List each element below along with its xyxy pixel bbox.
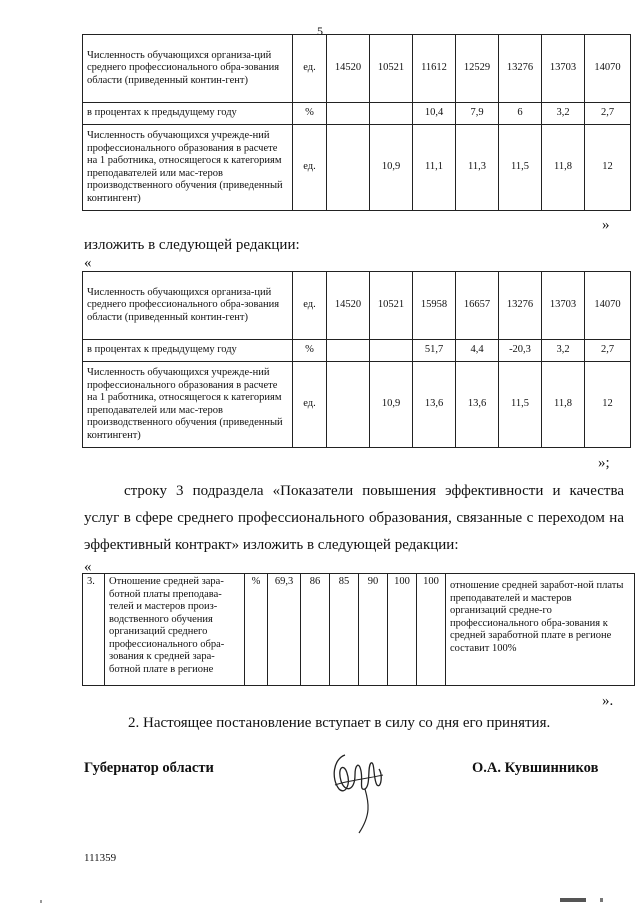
signatory-position: Губернатор области	[84, 760, 214, 776]
intro-text: изложить в следующей редакции:	[84, 237, 300, 253]
value-cell: 11,8	[542, 125, 585, 211]
value-cell: 10,4	[413, 103, 456, 125]
value-cell: 86	[301, 574, 330, 686]
opening-quote: «	[84, 255, 92, 271]
paragraph-amendment: строку 3 подраздела «Показатели повышения эффективности и качества услуг в сфере среднего профессионального образования, связанные с переходом на эффективный контракт» изложить в следующей редакции:	[84, 483, 624, 553]
value-cell: 69,3	[268, 574, 301, 686]
value-cell	[327, 103, 370, 125]
closing-quote: »;	[598, 455, 610, 471]
value-cell: 3,2	[542, 103, 585, 125]
value-cell: 7,9	[456, 103, 499, 125]
value-cell	[370, 103, 413, 125]
value-cell: 13276	[499, 272, 542, 340]
indicators-table-revised	[82, 271, 631, 448]
value-cell	[327, 362, 370, 448]
scan-mark	[600, 898, 603, 902]
value-cell: 10521	[370, 35, 413, 103]
value-cell: 13,6	[456, 362, 499, 448]
value-cell: 12	[585, 125, 631, 211]
indicator-label: Отношение средней зара-ботной платы преподава-телей и мастеров произ-водственного обучения организаций среднего профессионального обра-зования к средней зара-ботной плате в регионе	[105, 574, 245, 686]
value-cell: 11612	[413, 35, 456, 103]
value-cell	[327, 340, 370, 362]
value-cell: 11,8	[542, 362, 585, 448]
value-cell: 12529	[456, 35, 499, 103]
value-cell: 11,3	[456, 125, 499, 211]
value-cell: 11,1	[413, 125, 456, 211]
unit-cell: %	[293, 340, 327, 362]
unit-cell: %	[293, 103, 327, 125]
handwritten-signature	[325, 745, 395, 840]
document-code: 111359	[84, 852, 117, 864]
scan-mark	[40, 900, 42, 903]
value-cell	[327, 125, 370, 211]
row-number: 3.	[83, 574, 105, 686]
indicator-label: Численность обучающихся учрежде-ний профессионального образования в расчете на 1 работника, относящегося к категориям преподавателей или мас-теров производственного обучения (приведенный контингент)	[83, 125, 293, 211]
value-cell: 11,5	[499, 362, 542, 448]
table-row	[83, 272, 631, 340]
value-cell: 3,2	[542, 340, 585, 362]
unit-cell: ед.	[293, 362, 327, 448]
value-cell: 10,9	[370, 125, 413, 211]
value-cell: 90	[359, 574, 388, 686]
table-row	[83, 125, 631, 211]
table-row	[83, 362, 631, 448]
table-row	[83, 103, 631, 125]
value-cell: 4,4	[456, 340, 499, 362]
page-number: 5	[317, 24, 323, 38]
indicators-table-original	[82, 34, 631, 211]
value-cell: 2,7	[585, 340, 631, 362]
value-cell: 14520	[327, 35, 370, 103]
indicator-label: Численность обучающихся учрежде-ний профессионального образования в расчете на 1 работника, относящегося к категориям преподавателей или мас-теров производственного обучения (приведенный контингент)	[83, 362, 293, 448]
value-cell: 14070	[585, 35, 631, 103]
value-cell: 10521	[370, 272, 413, 340]
value-cell: 16657	[456, 272, 499, 340]
table-row	[83, 35, 631, 103]
value-cell: 100	[417, 574, 446, 686]
paragraph-effective-date: 2. Настоящее постановление вступает в силу со дня его принятия.	[128, 715, 551, 731]
unit-cell: ед.	[293, 35, 327, 103]
unit-cell: %	[245, 574, 268, 686]
signatory-name: О.А. Кувшинников	[472, 760, 599, 776]
value-cell: -20,3	[499, 340, 542, 362]
efficiency-indicator-table	[82, 573, 635, 686]
closing-quote: »	[602, 217, 610, 233]
value-cell: 14520	[327, 272, 370, 340]
value-cell: 13703	[542, 272, 585, 340]
indicator-label: Численность обучающихся организа-ций среднего профессионального обра-зования области (приведенный контин-гент)	[83, 272, 293, 340]
value-cell: 100	[388, 574, 417, 686]
value-cell: 6	[499, 103, 542, 125]
value-cell: 10,9	[370, 362, 413, 448]
value-cell: 15958	[413, 272, 456, 340]
value-cell	[370, 340, 413, 362]
table-row	[83, 340, 631, 362]
indicator-label: в процентах к предыдущему году	[83, 103, 293, 125]
value-cell: 51,7	[413, 340, 456, 362]
value-cell: 13276	[499, 35, 542, 103]
unit-cell: ед.	[293, 125, 327, 211]
scan-mark	[560, 898, 586, 902]
result-description: отношение средней заработ-ной платы преподавателей и мастеров организаций средне-го профессионального обра-зования к средней заработной плате в регионе составит 100%	[446, 574, 635, 686]
value-cell: 13703	[542, 35, 585, 103]
value-cell: 85	[330, 574, 359, 686]
indicator-label: в процентах к предыдущему году	[83, 340, 293, 362]
opening-quote: «	[84, 559, 92, 575]
value-cell: 11,5	[499, 125, 542, 211]
value-cell: 14070	[585, 272, 631, 340]
unit-cell: ед.	[293, 272, 327, 340]
closing-quote: ».	[602, 693, 614, 709]
indicator-label: Численность обучающихся организа-ций среднего профессионального обра-зования области (приведенный контин-гент)	[83, 35, 293, 103]
value-cell: 12	[585, 362, 631, 448]
value-cell: 2,7	[585, 103, 631, 125]
value-cell: 13,6	[413, 362, 456, 448]
